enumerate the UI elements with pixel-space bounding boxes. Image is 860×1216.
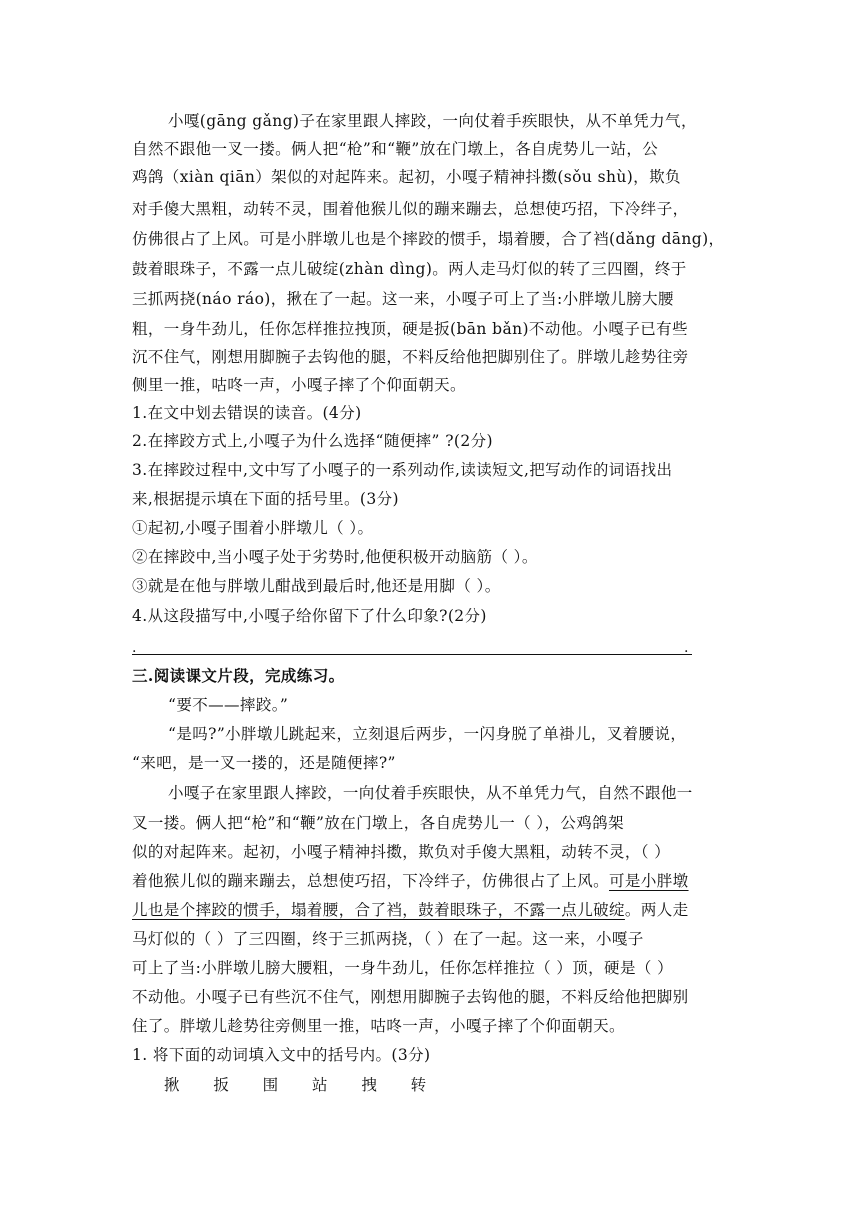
passage2-line-part: 两人走 xyxy=(640,901,689,919)
passage1-line: 粗，一身牛劲儿，任你怎样推拉拽顶，硬是扳(bān bǎn)不动他。小嘎子已有些 xyxy=(132,320,688,338)
passage1-line: 侧里一推，咕咚一声，小嘎子摔了个仰面朝天。 xyxy=(132,376,466,394)
verb-item: 转 xyxy=(410,1076,427,1094)
passage1-line: 仿佛很占了上风。可是小胖墩儿也是个摔跤的惯手，塌着腰，合了裆(dǎng dāng)， xyxy=(132,230,725,248)
passage2-line: 住了。胖墩儿趁势往旁侧里一推，咕咚一声，小嘎子摔了个仰面朝天。 xyxy=(132,1017,625,1035)
passage1-line: 对手傻大黑粗，动转不灵，围着他猴儿似的蹦来蹦去，总想使巧招，下冷绊子， xyxy=(132,200,689,218)
question-2: 2.在摔跤方式上,小嘎子为什么选择“随便摔” ?(2分) xyxy=(132,432,493,450)
verb-item: 拽 xyxy=(361,1076,378,1094)
passage2-line: 儿也是个摔跤的惯手，塌着腰，合了裆，鼓着眼珠子，不露一点儿破绽。两人走 xyxy=(132,901,689,919)
passage2-line xyxy=(132,870,732,892)
passage2-line: 不动他。小嘎子已有些沉不住气，刚想用脚腕子去钩他的腿，不料反给他把脚别 xyxy=(132,988,689,1006)
verb-item: 扳 xyxy=(213,1076,230,1094)
passage2-line: 可上了当:小胖墩儿膀大腰粗，一身牛劲儿，任你怎样推拉（ ）顶，硬是（ ） xyxy=(132,959,673,977)
question-1: 1.在文中划去错误的读音。(4分) xyxy=(132,404,362,422)
passage2-line-part: 着他猴儿似的蹦来蹦去，总想使巧招，下冷绊子，仿佛很占了上风。 xyxy=(132,872,610,890)
question-3-item-1: ①起初,小嘎子围着小胖墩儿（ ）。 xyxy=(132,519,374,537)
verb-item: 揪 xyxy=(164,1076,180,1094)
dialog-line: “是吗?”小胖墩儿跳起来，立刻退后两步，一闪身脱了单褂儿，叉着腰说， xyxy=(168,725,687,743)
question-3-cont: 来,根据提示填在下面的括号里。(3分) xyxy=(132,490,399,508)
passage1-line: 自然不跟他一叉一搂。俩人把“枪”和“鞭”放在门墩上，各自虎势儿一站，公 xyxy=(132,140,659,158)
passage1-line: 三抓两挠(náo ráo)，揪在了一起。这一来，小嘎子可上了当:小胖墩儿膀大腰 xyxy=(132,290,674,308)
dialog-line: “要不——摔跤。” xyxy=(168,696,289,714)
passage2-line: 叉一搂。俩人把“枪”和“鞭”放在门墩上，各自虎势儿一（ ），公鸡鸽架 xyxy=(132,814,624,832)
underlined-sentence: 可是小胖墩 xyxy=(609,872,689,890)
verb-list xyxy=(164,1074,764,1096)
verb-item: 站 xyxy=(311,1076,328,1094)
underlined-sentence-cont: 儿也是个摔跤的惯手，塌着腰，合了裆，鼓着眼珠子，不露一点儿破绽 xyxy=(132,901,625,919)
passage2-line: 似的对起阵来。起初，小嘎子精神抖擞，欺负对手傻大黑粗，动转不灵，（ ） xyxy=(132,843,671,861)
question-3-item-2: ②在摔跤中,当小嘎子处于劣势时,他便积极开动脑筋（ ）。 xyxy=(132,548,538,566)
question-4: 4.从这段描写中,小嘎子给你留下了什么印象?(2分) xyxy=(132,607,487,625)
question-3-item-3: ③就是在他与胖墩儿酣战到最后时,他还是用脚（ ）。 xyxy=(132,577,501,595)
passage2-line: 马灯似的（ ）了三四圈，终于三抓两挠，（ ）在了一起。这一来，小嘎子 xyxy=(132,930,644,948)
answer-line-end-dot: . xyxy=(684,640,689,656)
answer-line[interactable] xyxy=(132,654,692,655)
section-3-question-1: 1. 将下面的动词填入文中的括号内。(3分) xyxy=(132,1046,431,1064)
passage2-line: 小嘎子在家里跟人摔跤，一向仗着手疾眼快，从不单凭力气，自然不跟他一 xyxy=(168,784,693,802)
passage1-line: 鼓着眼珠子，不露一点儿破绽(zhàn dìng)。两人走马灯似的转了三四圈，终于 xyxy=(132,260,687,278)
verb-item: 围 xyxy=(262,1076,279,1094)
dialog-line: “来吧，是一叉一搂的，还是随便摔?” xyxy=(132,754,396,772)
section-3-title: 三.阅读课文片段，完成练习。 xyxy=(132,666,345,685)
passage1-line: 鸡鸽（xiàn qiān）架似的对起阵来。起初，小嘎子精神抖擞(sǒu shù)，欺负 xyxy=(132,168,681,186)
answer-line-start-dot: . xyxy=(132,640,137,656)
passage1-line: 沉不住气，刚想用脚腕子去钩他的腿，不料反给他把脚别住了。胖墩儿趁势往旁 xyxy=(132,348,689,366)
passage1-line: 小嘎(gāng gǎng)子在家里跟人摔跤，一向仗着手疾眼快，从不单凭力气， xyxy=(168,112,697,130)
question-3: 3.在摔跤过程中,文中写了小嘎子的一系列动作,读读短文,把写动作的词语找出 xyxy=(132,461,673,479)
